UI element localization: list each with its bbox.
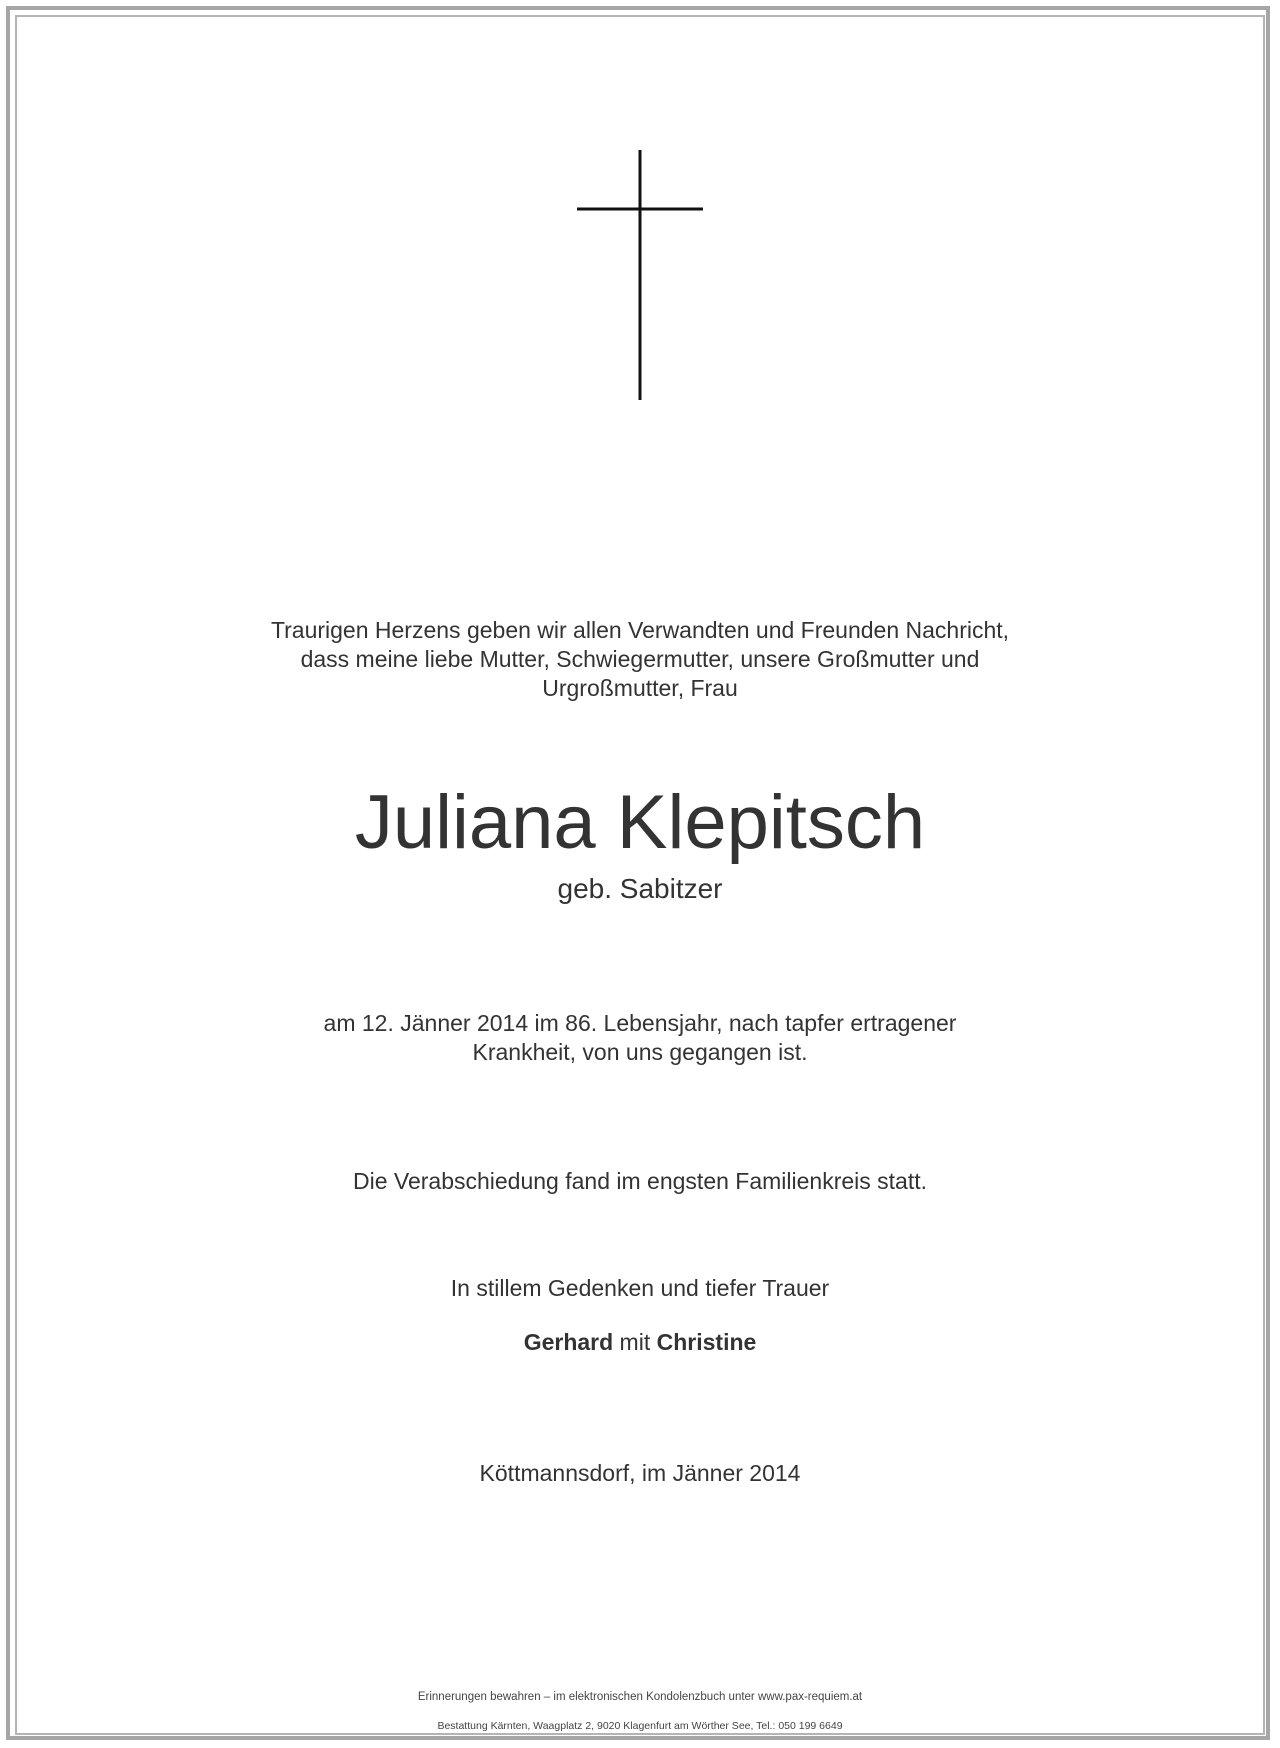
signer-second: Christine (656, 1329, 757, 1355)
signer-joiner: mit (613, 1329, 657, 1355)
place-date: Köttmannsdorf, im Jänner 2014 (479, 1460, 801, 1486)
intro-line: dass meine liebe Mutter, Schwiegermutter, unsere Großmutter und (300, 646, 980, 672)
signers (0, 1327, 1280, 1357)
mourning-text: In stillem Gedenken und tiefer Trauer (450, 1275, 830, 1301)
death-text (0, 1009, 1280, 1067)
death-line: Krankheit, von uns gegangen ist. (472, 1039, 808, 1065)
footer-address-line: Bestattung Kärnten, Waagplatz 2, 9020 Klagenfurt am Wörther See, Tel.: 050 199 6649 (437, 1720, 843, 1732)
intro-line: Urgroßmutter, Frau (542, 675, 738, 701)
intro-line: Traurigen Herzens geben wir allen Verwandten und Freunden Nachricht, (270, 617, 1010, 643)
deceased-name: Juliana Klepitsch (354, 780, 926, 865)
farewell-text: Die Verabschiedung fand im engsten Familienkreis statt. (352, 1168, 928, 1194)
intro-text (0, 616, 1280, 703)
signer-first: Gerhard (523, 1329, 614, 1355)
cross-icon (575, 150, 705, 400)
death-line: am 12. Jänner 2014 im 86. Lebensjahr, nach tapfer ertragener (323, 1010, 957, 1036)
footer-condolence-line: Erinnerungen bewahren – im elektronischen Kondolenzbuch unter www.pax-requiem.at (417, 1691, 863, 1703)
maiden-name: geb. Sabitzer (557, 873, 723, 904)
